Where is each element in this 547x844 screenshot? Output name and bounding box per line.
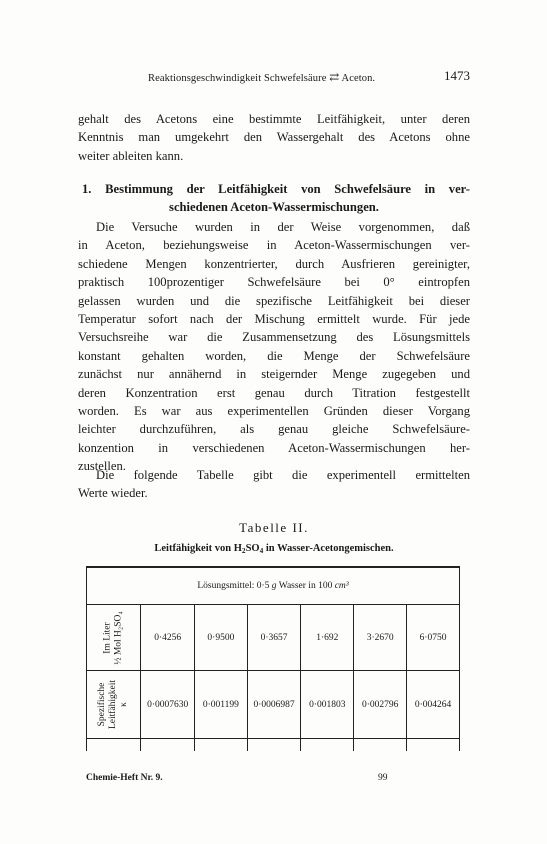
solvent-unit-g: g	[271, 581, 277, 591]
table-cell: 0·0007630	[141, 671, 195, 739]
table-cell: 0·3657	[247, 605, 301, 671]
subtitle-part: SO	[245, 543, 260, 554]
table-cell-empty	[407, 739, 460, 752]
table-cell-empty	[141, 739, 195, 752]
label-line: Im Liter	[102, 621, 113, 654]
row-label-concentration	[103, 611, 125, 664]
equilibrium-arrow-icon: ⇄	[329, 70, 340, 84]
table-cell-empty	[247, 739, 301, 752]
table-cell: 0·002796	[354, 671, 407, 739]
subtitle-subscript: 2	[241, 546, 246, 555]
table-cell: 0·0006987	[247, 671, 301, 739]
text-line: Temperatur sofort nach der Mischung ermittelt wurde. Für jede	[78, 312, 470, 327]
table-cell: 0·001199	[195, 671, 248, 739]
text-line: praktisch 100prozentiger Schwefelsäure bei 0° eintropfen	[78, 275, 470, 290]
text-line: in Aceton, beziehungsweise in Aceton-Wassermischungen ver-	[78, 238, 470, 253]
text-line: Versuchsreihe war die Zusammensetzung des Lösungsmittels	[78, 330, 470, 345]
section-heading	[78, 180, 470, 217]
table-subtitle	[78, 543, 470, 555]
label-line: Leitfähigkeit	[108, 679, 119, 730]
text-line: Die folgende Tabelle gibt die experimentell ermittelten	[96, 468, 470, 482]
heading-line: 1. Bestimmung der Leitfähigkeit von Schwefelsäure in ver-	[82, 182, 470, 196]
text-line: worden. Es war aus experimentellen Gründen dieser Vorgang	[78, 404, 470, 419]
table-row	[87, 605, 460, 671]
text-line: zustellen.	[78, 459, 126, 474]
journal-signature: Chemie-Heft Nr. 9.	[86, 773, 163, 783]
table-cell-empty	[195, 739, 248, 752]
running-title-part-b: Aceton.	[341, 73, 376, 84]
table-cell: 0·004264	[407, 671, 460, 739]
text-line: zunächst nur annähernd in steigernder Menge zugegeben und	[78, 367, 470, 382]
label-symbol: κ	[119, 702, 130, 707]
running-header	[78, 68, 470, 86]
text-line: Werte wieder.	[78, 486, 148, 501]
solvent-text: Lösungsmittel: 0·5	[197, 581, 272, 591]
subtitle-part: Leitfähigkeit von H	[154, 543, 242, 554]
solvent-text: Wasser in 100	[276, 581, 335, 591]
table-cell: 0·001803	[301, 671, 354, 739]
text-line: konzention in verschiedenen Aceton-Wassermischungen her-	[78, 440, 470, 455]
text-line: Die Versuche wurden in der Weise vorgenommen, daß	[96, 220, 470, 234]
table-cell-empty	[301, 739, 354, 752]
label-line: ½ Mol H₂SO₄	[113, 610, 124, 665]
table-cell: 1·692	[301, 605, 354, 671]
page-number: 1473	[444, 68, 470, 83]
table-cell-empty	[354, 739, 407, 752]
running-title-part-a: Reaktionsgeschwindigkeit Schwefelsäure	[148, 73, 327, 84]
text-line: leichter durchzuführen, als genau gleiche Schwefelsäure-	[78, 422, 470, 437]
row-label-conductivity	[97, 680, 130, 729]
row-header-concentration	[87, 605, 141, 671]
intro-paragraph	[78, 110, 470, 165]
heading-line: schiedenen Aceton-Wassermischungen.	[169, 200, 379, 215]
text-line: gehalt des Acetons eine bestimmte Leitfähigkeit, unter deren	[78, 112, 470, 126]
row-header-conductivity	[87, 671, 141, 739]
solvent-unit-cm3: cm³	[334, 581, 349, 591]
text-line: Kenntnis man umgekehrt den Wassergehalt des Acetons ohne	[78, 130, 470, 145]
subtitle-part: in Wasser-Acetongemischen.	[263, 543, 394, 554]
table-cell: 0·4256	[141, 605, 195, 671]
body-paragraph	[78, 218, 470, 476]
subtitle-subscript: 4	[259, 546, 264, 555]
text-line: gelassen wurden und die spezifische Leitfähigkeit bei dieser	[78, 293, 470, 308]
running-title	[148, 70, 375, 85]
table-cell: 3·2670	[354, 605, 407, 671]
table-cell-empty	[87, 739, 141, 752]
table-tail-row	[87, 739, 460, 752]
solvent-cell	[87, 567, 460, 605]
text-line: weiter ableiten kann.	[78, 148, 184, 163]
table-title: Tabelle II.	[239, 520, 309, 535]
label-line: Spezifische	[97, 682, 108, 727]
text-line: konstant gehalten worden, die Menge der Schwefelsäure	[78, 348, 470, 363]
table-row	[87, 671, 460, 739]
text-line: deren Konzentration erst genau durch Titration festgestellt	[78, 385, 470, 400]
solvent-row	[87, 567, 460, 605]
table-cell: 6·0750	[407, 605, 460, 671]
table-intro-paragraph	[78, 466, 470, 503]
conductivity-table	[86, 566, 460, 751]
sheet-number: 99	[378, 773, 388, 783]
table-cell: 0·9500	[195, 605, 248, 671]
text-line: schiedene Mengen konzentrierter, durch Ausfrieren gereinigter,	[78, 256, 470, 271]
